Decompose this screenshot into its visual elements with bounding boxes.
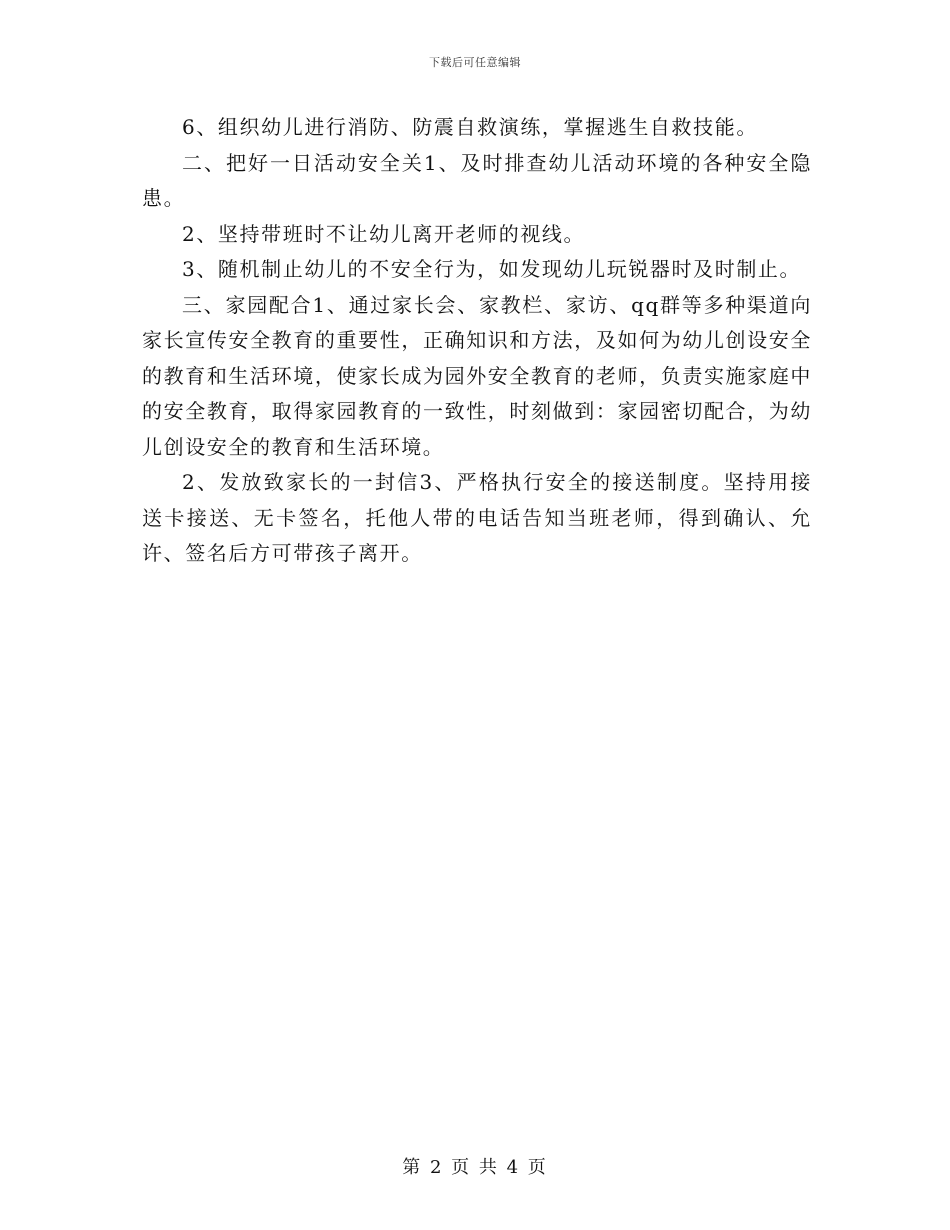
paragraph: 2、发放致家长的一封信3、严格执行安全的接送制度。坚持用接送卡接送、无卡签名，托他人带的电话告知当班老师，得到确认、允许、签名后方可带孩子离开。: [142, 470, 812, 565]
paragraph: 3、随机制止幼儿的不安全行为，如发现幼儿玩锐器时及时制止。: [182, 257, 802, 281]
document-body: [142, 110, 812, 572]
paragraph: 三、家园配合1、通过家长会、家教栏、家访、qq群等多种渠道向家长宣传安全教育的重要性，正确知识和方法，及如何为幼儿创设安全的教育和生活环境，使家长成为园外安全教育的老师，负责实施家庭中的安全教育，取得家园教育的一致性，时刻做到：家园密切配合，为幼儿创设安全的教育和生活环境。: [142, 292, 812, 459]
header-note: 下载后可任意编辑: [429, 56, 521, 69]
paragraph: 6、组织幼儿进行消防、防震自救演练，掌握逃生自救技能。: [182, 115, 758, 139]
paragraph: 二、把好一日活动安全关1、及时排查幼儿活动环境的各种安全隐患。: [142, 150, 812, 210]
paragraph: 2、坚持带班时不让幼儿离开老师的视线。: [182, 221, 586, 246]
page-number: 第 2 页 共 4 页: [402, 1157, 548, 1178]
